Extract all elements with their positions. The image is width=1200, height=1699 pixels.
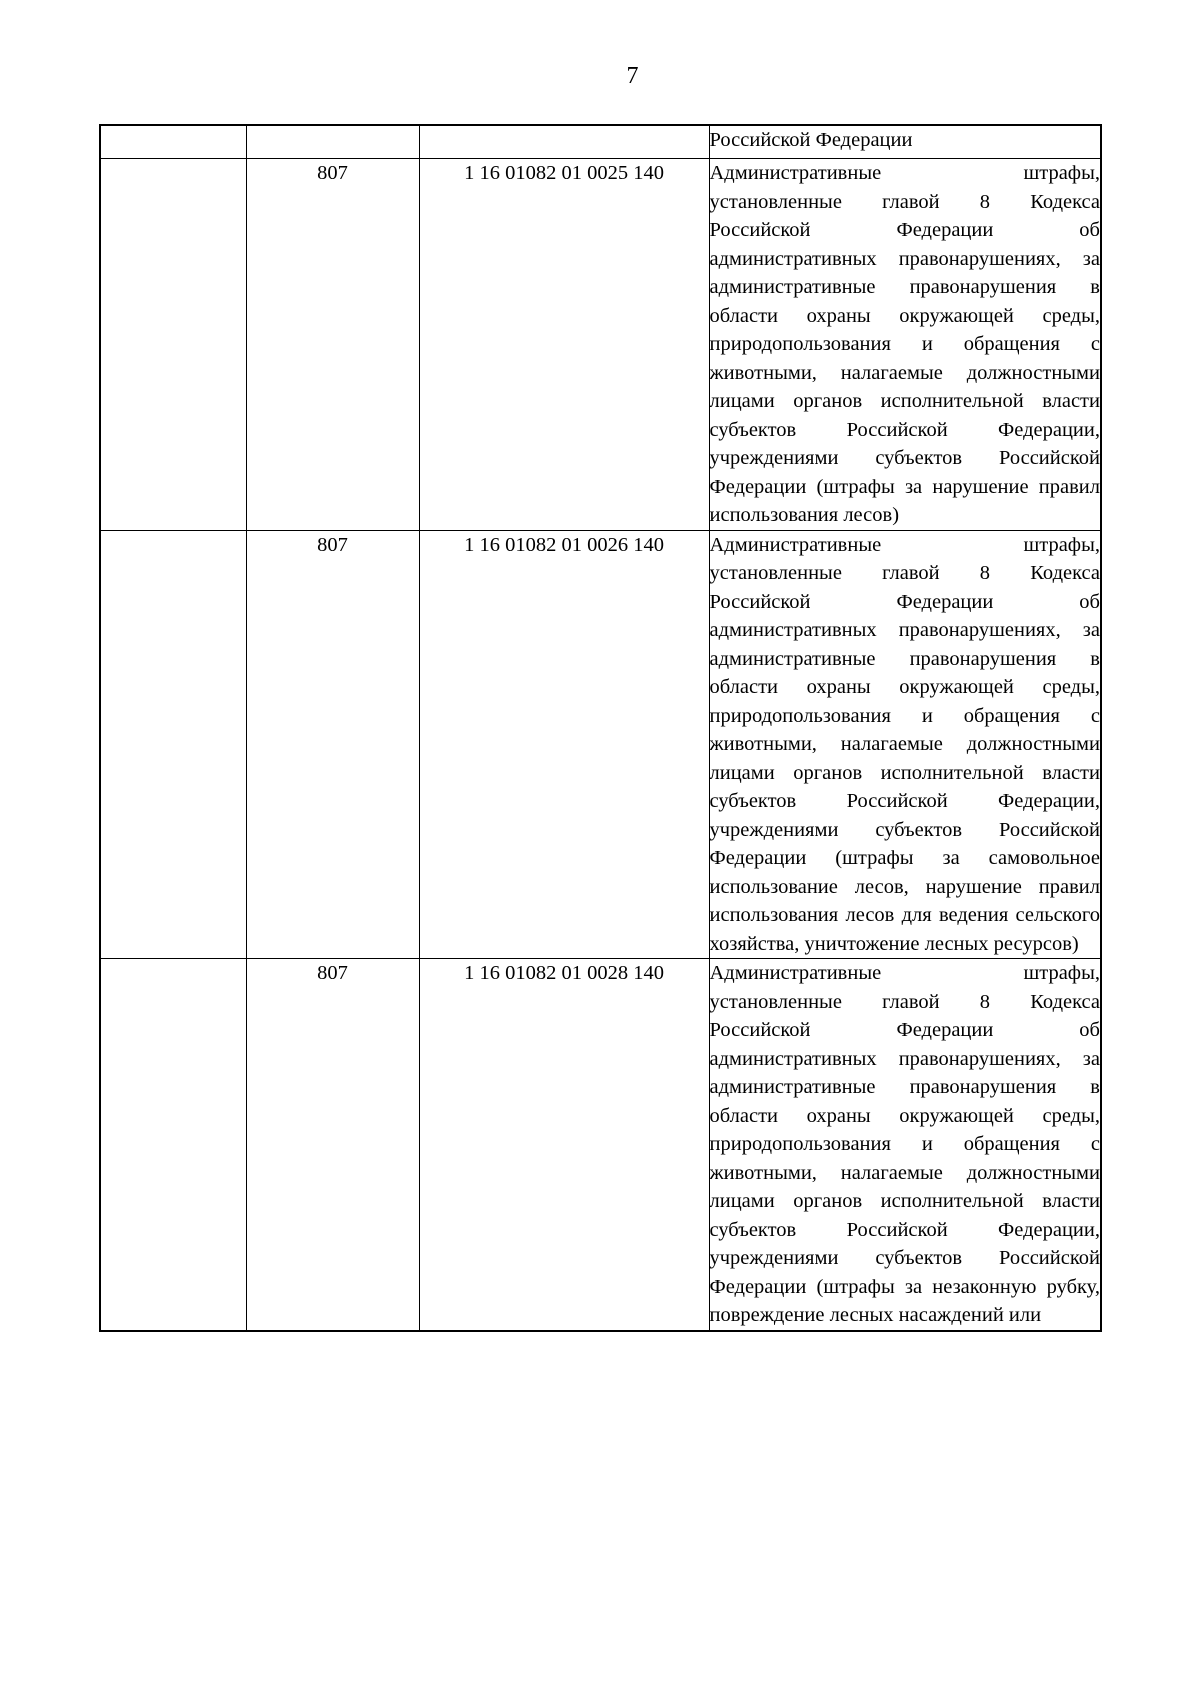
table-cell-empty bbox=[419, 125, 709, 159]
description-cell: Административные штрафы, установленные главой 8 Кодекса Российской Федерации об административных правонарушениях, за административные правонарушения в области охраны окружающей среды, природопользования и обращения с животными, налагаемые должностными лицами органов исполнительной власти субъектов Российской Федерации, учреждениями субъектов Российской Федерации (штрафы за самовольное использование лесов, нарушение правил использования лесов для ведения сельского хозяйства, уничтожение лесных ресурсов) bbox=[709, 530, 1101, 959]
table-cell-empty bbox=[100, 959, 246, 1331]
admin-code-cell: 807 bbox=[246, 530, 419, 959]
table-row-continuation bbox=[100, 125, 1101, 159]
kbk-code-cell: 1 16 01082 01 0025 140 bbox=[419, 159, 709, 531]
table-cell-empty bbox=[100, 125, 246, 159]
kbk-code-cell: 1 16 01082 01 0026 140 bbox=[419, 530, 709, 959]
table-row bbox=[100, 159, 1101, 531]
page-number: 7 bbox=[626, 63, 639, 89]
budget-codes-table bbox=[99, 124, 1102, 1332]
table-cell-continuation-text: Российской Федерации bbox=[709, 125, 1101, 159]
table-cell-empty bbox=[246, 125, 419, 159]
description-cell: Административные штрафы, установленные главой 8 Кодекса Российской Федерации об административных правонарушениях, за административные правонарушения в области охраны окружающей среды, природопользования и обращения с животными, налагаемые должностными лицами органов исполнительной власти субъектов Российской Федерации, учреждениями субъектов Российской Федерации (штрафы за нарушение правил использования лесов) bbox=[709, 159, 1101, 531]
table-cell-empty bbox=[100, 159, 246, 531]
kbk-code-cell: 1 16 01082 01 0028 140 bbox=[419, 959, 709, 1331]
table-cell-empty bbox=[100, 530, 246, 959]
admin-code-cell: 807 bbox=[246, 959, 419, 1331]
admin-code-cell: 807 bbox=[246, 159, 419, 531]
table-row bbox=[100, 530, 1101, 959]
description-cell: Административные штрафы, установленные главой 8 Кодекса Российской Федерации об административных правонарушениях, за административные правонарушения в области охраны окружающей среды, природопользования и обращения с животными, налагаемые должностными лицами органов исполнительной власти субъектов Российской Федерации, учреждениями субъектов Российской Федерации (штрафы за незаконную рубку, повреждение лесных насаждений или bbox=[709, 959, 1101, 1331]
table-row bbox=[100, 959, 1101, 1331]
